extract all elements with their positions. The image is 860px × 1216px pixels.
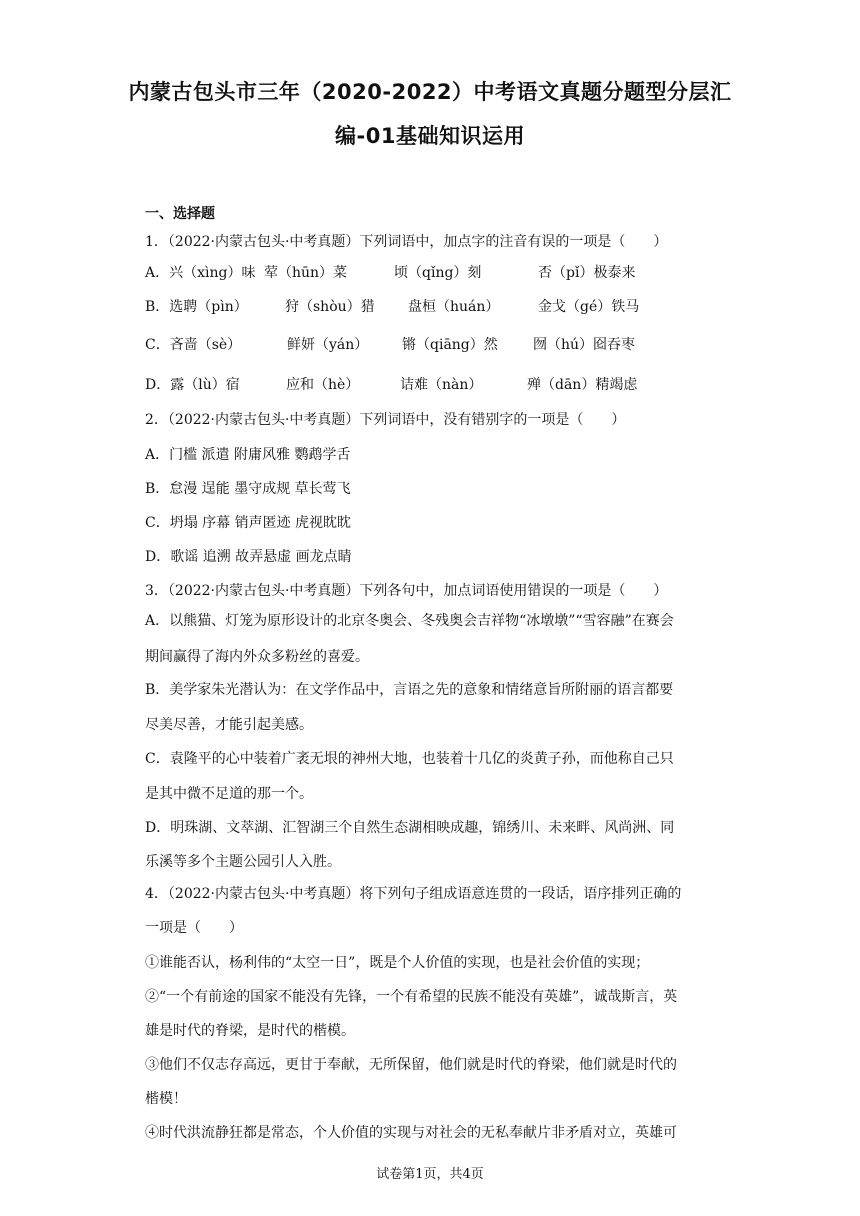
q4-stem-line2: 一项是（ ） [145, 920, 243, 936]
q1-a-2: 荤（hūn）菜 [264, 265, 348, 281]
q4-sentence-2-line1: ②“一个有前途的国家不能没有先锋，一个有希望的民族不能没有英雄”，诚哉斯言，英 [145, 989, 678, 1005]
q1-d-4: 殚（dān）精竭虑 [527, 377, 638, 393]
q2-option-a: A．门槛 派遣 附庸风雅 鹦鹉学舌 [145, 447, 351, 463]
q4-sentence-1: ①谁能否认，杨利伟的“太空一日”，既是个人价值的实现，也是社会价值的实现； [145, 955, 650, 971]
q1-b-2: 狩（shòu）猎 [285, 299, 375, 315]
q4-sentence-4-line1: ④时代洪流静狂都是常态，个人价值的实现与对社会的无私奉献片非矛盾对立，英雄可 [145, 1125, 677, 1141]
q1-c-1: C．吝啬（sè） [145, 337, 242, 353]
q3-option-a-line2: 期间赢得了海内外众多粉丝的喜爱。 [145, 649, 369, 665]
q1-a-1: A．兴（xìng）味 [145, 265, 256, 281]
page-footer: 试卷第1页，共4页 [376, 1167, 484, 1182]
page-title-line1: 内蒙古包头市三年（2020-2022）中考语文真题分题型分层汇 [128, 80, 732, 104]
q3-option-d-line2: 乐溪等多个主题公园引人入胜。 [145, 854, 341, 870]
q1-c-4: 囫（hú）囵吞枣 [533, 337, 636, 353]
q3-option-c-line1: C．袁隆平的心中装着广袤无垠的神州大地，也装着十几亿的炎黄子孙，而他称自己只 [145, 751, 674, 767]
q2-option-b: B．怠漫 逞能 墨守成规 草长莺飞 [145, 481, 351, 497]
q3-option-d-line1: D．明珠湖、文萃湖、汇智湖三个自然生态湖相映成趣，锦绣川、未来畔、风尚洲、同 [145, 820, 675, 836]
q1-d-3: 诘难（nàn） [400, 377, 483, 393]
q2-option-d: D．歌谣 追溯 故弄悬虚 画龙点睛 [145, 549, 352, 565]
q1-d-1: D．露（lù）宿 [145, 377, 240, 393]
q1-b-4: 金戈（gé）铁马 [538, 299, 640, 315]
q3-option-a-line1: A．以熊猫、灯笼为原形设计的北京冬奥会、冬残奥会吉祥物“冰墩墩”“雪容融”在赛会 [145, 613, 674, 629]
q3-option-b-line1: B．美学家朱光潜认为：在文学作品中，言语之先的意象和情绪意旨所附丽的语言都要 [145, 682, 674, 698]
q1-c-3: 锵（qiāng）然 [402, 337, 498, 353]
q1-c-2: 鲜妍（yán） [287, 337, 369, 353]
q2-option-c: C．坍塌 序幕 销声匿迹 虎视眈眈 [145, 515, 352, 531]
q1-b-1: B．选聘（pìn） [145, 299, 248, 315]
q1-b-3: 盘桓（huán） [408, 299, 500, 315]
q1-stem: 1．（2022·内蒙古包头·中考真题）下列词语中，加点字的注音有误的一项是（ ） [145, 234, 668, 250]
q3-stem: 3．（2022·内蒙古包头·中考真题）下列各句中，加点词语使用错误的一项是（ ） [145, 583, 668, 599]
page-title-line2: 编-01基础知识运用 [335, 124, 525, 148]
q1-d-2: 应和（hè） [286, 377, 360, 393]
q3-option-b-line2: 尽美尽善，才能引起美感。 [145, 717, 313, 733]
q4-stem-line1: 4．（2022·内蒙古包头·中考真题）将下列句子组成语意连贯的一段话，语序排列正确的 [145, 886, 682, 902]
q3-option-c-line2: 是其中微不足道的那一个。 [145, 786, 313, 802]
q4-sentence-2-line2: 雄是时代的脊梁，是时代的楷模。 [145, 1023, 355, 1039]
q4-sentence-3-line1: ③他们不仅志存高远，更甘于奉献，无所保留，他们就是时代的脊梁，他们就是时代的 [145, 1057, 677, 1073]
q1-a-4: 否（pǐ）极泰来 [538, 265, 636, 281]
q1-a-3: 顷（qǐng）刻 [394, 265, 482, 281]
section-heading: 一、选择题 [145, 206, 215, 222]
q4-sentence-3-line2: 楷模！ [145, 1091, 187, 1107]
q2-stem: 2．（2022·内蒙古包头·中考真题）下列词语中，没有错别字的一项是（ ） [145, 412, 626, 428]
